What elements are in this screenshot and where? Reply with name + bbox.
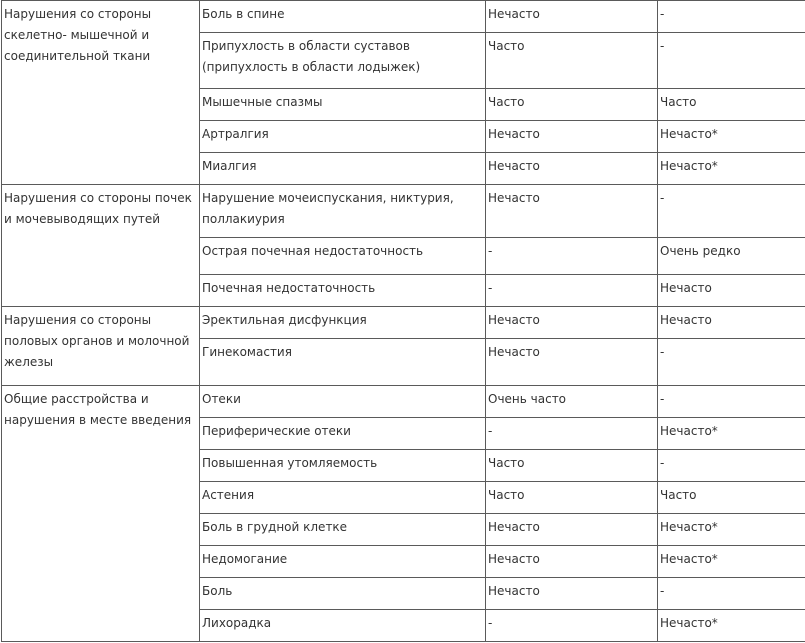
- frequency-cell-1: Часто: [486, 33, 658, 89]
- frequency-cell-1: Очень часто: [486, 386, 658, 418]
- reaction-cell: Гинекомастия: [200, 339, 486, 386]
- reaction-cell: Отеки: [200, 386, 486, 418]
- frequency-cell-1: -: [486, 238, 658, 275]
- frequency-cell-2: -: [658, 1, 805, 33]
- frequency-cell-1: -: [486, 610, 658, 642]
- frequency-cell-1: -: [486, 418, 658, 450]
- table-row: [2, 307, 805, 339]
- frequency-cell-2: -: [658, 33, 805, 89]
- frequency-cell-1: Часто: [486, 89, 658, 121]
- reaction-cell: Боль в спине: [200, 1, 486, 33]
- organ-class-cell: Нарушения со стороны половых органов и молочной железы: [2, 307, 200, 386]
- frequency-cell-2: Часто: [658, 89, 805, 121]
- organ-class-cell: Нарушения со стороны скелетно- мышечной и соединительной ткани: [2, 1, 200, 185]
- reaction-cell: Недомогание: [200, 546, 486, 578]
- frequency-cell-2: Нечасто*: [658, 610, 805, 642]
- reaction-cell: Эректильная дисфункция: [200, 307, 486, 339]
- frequency-cell-1: Нечасто: [486, 578, 658, 610]
- frequency-cell-1: Нечасто: [486, 339, 658, 386]
- adverse-reactions-table: [1, 0, 805, 642]
- reaction-cell: Миалгия: [200, 153, 486, 185]
- table-row: [2, 1, 805, 33]
- frequency-cell-1: Нечасто: [486, 546, 658, 578]
- frequency-cell-2: Часто: [658, 482, 805, 514]
- reaction-cell: Боль: [200, 578, 486, 610]
- reaction-cell: Острая почечная недостаточность: [200, 238, 486, 275]
- organ-class-cell: Нарушения со стороны почек и мочевыводящих путей: [2, 185, 200, 307]
- frequency-cell-1: Часто: [486, 450, 658, 482]
- frequency-cell-1: Нечасто: [486, 1, 658, 33]
- frequency-cell-2: -: [658, 185, 805, 238]
- reaction-cell: Лихорадка: [200, 610, 486, 642]
- frequency-cell-2: -: [658, 578, 805, 610]
- frequency-cell-1: Нечасто: [486, 514, 658, 546]
- table-row: [2, 185, 805, 238]
- frequency-cell-1: Нечасто: [486, 307, 658, 339]
- frequency-cell-1: Нечасто: [486, 121, 658, 153]
- frequency-cell-2: Нечасто*: [658, 546, 805, 578]
- table-body: [2, 1, 805, 642]
- reaction-cell: Астения: [200, 482, 486, 514]
- frequency-cell-2: Нечасто*: [658, 514, 805, 546]
- organ-class-cell: Общие расстройства и нарушения в месте введения: [2, 386, 200, 642]
- frequency-cell-2: Нечасто: [658, 275, 805, 307]
- frequency-cell-1: -: [486, 275, 658, 307]
- reaction-cell: Нарушение мочеиспускания, никтурия, поллакиурия: [200, 185, 486, 238]
- frequency-cell-2: Нечасто*: [658, 121, 805, 153]
- frequency-cell-1: Нечасто: [486, 153, 658, 185]
- frequency-cell-2: -: [658, 450, 805, 482]
- reaction-cell: Периферические отеки: [200, 418, 486, 450]
- reaction-cell: Почечная недостаточность: [200, 275, 486, 307]
- frequency-cell-2: Нечасто*: [658, 418, 805, 450]
- frequency-cell-2: -: [658, 339, 805, 386]
- frequency-cell-2: Нечасто: [658, 307, 805, 339]
- frequency-cell-1: Нечасто: [486, 185, 658, 238]
- reaction-cell: Мышечные спазмы: [200, 89, 486, 121]
- frequency-cell-2: Очень редко: [658, 238, 805, 275]
- frequency-cell-2: Нечасто*: [658, 153, 805, 185]
- frequency-cell-1: Часто: [486, 482, 658, 514]
- reaction-cell: Повышенная утомляемость: [200, 450, 486, 482]
- reaction-cell: Боль в грудной клетке: [200, 514, 486, 546]
- reaction-cell: Припухлость в области суставов (припухлость в области лодыжек): [200, 33, 486, 89]
- table-row: [2, 386, 805, 418]
- frequency-cell-2: -: [658, 386, 805, 418]
- reaction-cell: Артралгия: [200, 121, 486, 153]
